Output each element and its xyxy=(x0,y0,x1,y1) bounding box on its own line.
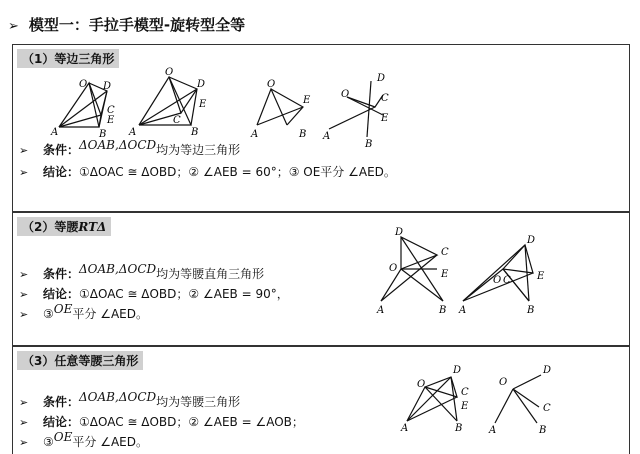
label-a: A xyxy=(323,131,331,142)
label-o: O xyxy=(79,79,88,90)
conclusion-line: ➢ 结论：①ΔOAC ≅ ΔOBD；② ∠AEB = 60°；③ OE平分 ∠AED。 xyxy=(19,165,396,179)
label-e: E xyxy=(107,115,115,126)
condition-line: ➢ 条件：ΔOAB,ΔOCD均为等腰直角三角形 xyxy=(19,262,265,281)
figures-isosceles-right xyxy=(375,225,585,325)
label-a: A xyxy=(251,129,259,140)
conclusion-line-3: ➢ ③OE平分 ∠AED。 xyxy=(19,302,148,321)
figure-7 xyxy=(400,365,469,434)
label-b: B xyxy=(439,305,447,316)
label-a: A xyxy=(489,425,497,436)
label-e: E xyxy=(461,401,469,412)
label-o: O xyxy=(417,379,426,390)
page-title xyxy=(8,14,245,35)
figure-6 xyxy=(458,235,545,316)
label-a: A xyxy=(459,305,467,316)
label-b: B xyxy=(191,127,199,138)
figure-5 xyxy=(376,227,449,316)
label-a: A xyxy=(129,127,137,138)
figure-4 xyxy=(322,73,389,147)
label-d: D xyxy=(103,81,112,92)
label-e: E xyxy=(303,95,311,106)
title-text: 模型一：手拉手模型-旋转型全等 xyxy=(28,16,246,34)
label-o: O xyxy=(165,67,174,78)
label-b: B xyxy=(299,129,307,140)
section-isosceles-right xyxy=(12,212,630,346)
label-c: C xyxy=(503,275,511,286)
label-b: B xyxy=(527,305,535,316)
label-o: O xyxy=(493,275,502,286)
figures-any-isosceles xyxy=(399,361,599,441)
label-d: D xyxy=(197,79,206,90)
title-bullet: ➢ xyxy=(8,19,19,34)
label-d: D xyxy=(543,365,552,376)
label-e: E xyxy=(537,271,545,282)
label-d: D xyxy=(527,235,536,246)
label-e: E xyxy=(199,99,207,110)
figures-equilateral xyxy=(41,67,461,147)
figure-2 xyxy=(128,67,207,138)
label-d: D xyxy=(453,365,462,376)
label-c: C xyxy=(107,105,115,116)
label-c: C xyxy=(461,387,469,398)
conclusion-line: ➢ 结论：①ΔOAC ≅ ΔOBD；② ∠AEB = ∠AOB； xyxy=(19,415,304,429)
section-equilateral xyxy=(12,44,630,212)
label-b: B xyxy=(99,129,107,140)
label-c: C xyxy=(441,247,449,258)
figure-3 xyxy=(250,79,311,140)
label-d: D xyxy=(377,73,386,84)
condition-line: ➢ 条件：ΔOAB,ΔOCD均为等腰三角形 xyxy=(19,390,241,409)
label-o: O xyxy=(341,89,350,100)
label-e: E xyxy=(441,269,449,280)
condition-line: ➢ 条件：ΔOAB,ΔOCD均为等边三角形 xyxy=(19,138,241,157)
figure-1 xyxy=(50,79,115,140)
label-o: O xyxy=(267,79,276,90)
label-c: C xyxy=(543,403,551,414)
label-e: E xyxy=(381,113,389,124)
label-d: D xyxy=(395,227,404,238)
label-o: O xyxy=(389,263,398,274)
label-o: O xyxy=(499,377,508,388)
section-any-isosceles xyxy=(12,346,630,454)
label-b: B xyxy=(539,425,547,436)
conclusion-line-3: ➢ ③OE平分 ∠AED。 xyxy=(19,430,148,449)
section-header: （1）等边三角形 xyxy=(17,49,119,68)
label-b: B xyxy=(455,423,463,434)
label-a: A xyxy=(377,305,385,316)
label-a: A xyxy=(51,127,59,138)
section-header: （2）等腰RTΔ xyxy=(17,217,111,236)
label-c: C xyxy=(381,93,389,104)
conclusion-line: ➢ 结论：①ΔOAC ≅ ΔOBD；② ∠AEB = 90°， xyxy=(19,287,289,301)
label-b: B xyxy=(365,139,373,147)
figure-8 xyxy=(488,365,551,436)
label-c: C xyxy=(173,115,181,126)
label-a: A xyxy=(401,423,409,434)
section-header: （3）任意等腰三角形 xyxy=(17,351,143,370)
